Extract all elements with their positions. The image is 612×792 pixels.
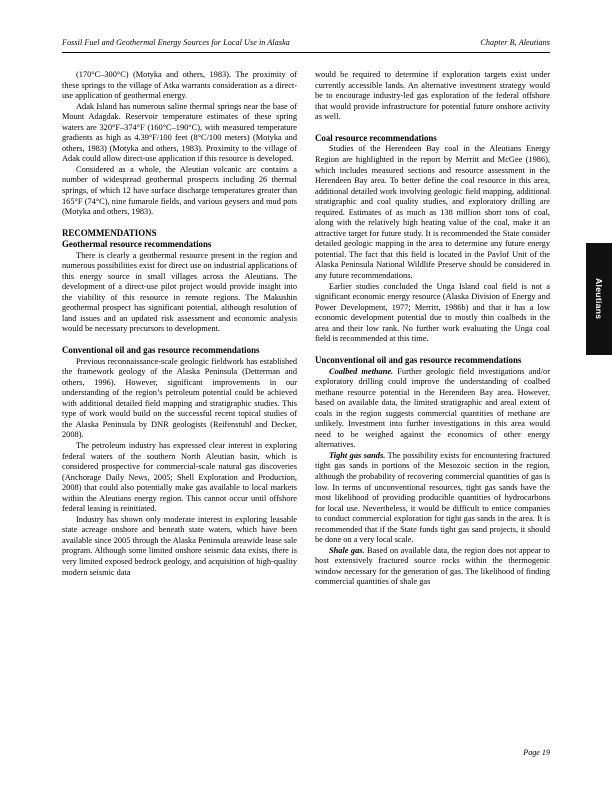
run-in-heading-tight-gas-sands: Tight gas sands. [329, 450, 386, 460]
left-text-column [62, 70, 297, 742]
page-content [62, 70, 550, 742]
heading-coal-recommendations: Coal resource recommendations [315, 133, 437, 144]
header-chapter-title: Chapter B, Aleutians [480, 38, 550, 47]
section-spacer [315, 345, 550, 356]
heading-conventional-oil-gas-recommendations: Conventional oil and gas resource recommendations [62, 345, 260, 356]
running-header [62, 38, 550, 47]
section-spacer [62, 335, 297, 346]
paragraph [315, 367, 550, 451]
paragraph [315, 546, 550, 588]
page-number: Page 19 [523, 748, 550, 757]
run-in-heading-coalbed-methane: Coalbed methane. [329, 366, 394, 376]
heading-unconventional-oil-gas-recommendations: Unconventional oil and gas resource recommendations [315, 355, 522, 366]
header-document-title: Fossil Fuel and Geothermal Energy Sources for Local Use in Alaska [62, 38, 290, 47]
paragraph-text: Based on available data, the region does not appear to host extensively fractured source rocks within the thermogenic window necessary for the generation of gas. The likelihood of finding commercial quantities of shale gas [315, 545, 550, 587]
heading-geothermal-recommendations: Geothermal resource recommendations [62, 239, 212, 250]
paragraph-text: Further geologic field investigations and/or exploratory drilling could improve the understanding of coalbed methane resource potential in the Herendeen Bay area. However, based on available data, the limited stratigraphic and areal extent of coals in the region suggests commercial quantities of methane are unlikely. Investment into further investigations in this area would need to be weighed against the economics of other energy alternatives. [315, 366, 550, 450]
paragraph: Industry has shown only moderate interest in exploring leasable state acreage onshore and beneath state waters, which have been available since 2005 through the Alaska Peninsula areawide lease sale program. Although some limited onshore seismic data exists, there is very limited exposed bedrock geology, and acquisition of high-quality modern seismic data [62, 514, 297, 577]
run-in-heading-shale-gas: Shale gas. [329, 545, 365, 555]
page-footer [62, 748, 550, 757]
chapter-side-tab [586, 243, 612, 355]
paragraph [315, 451, 550, 546]
paragraph: (170°C–300°C) (Motyka and others, 1983). The proximity of these springs to the village of Atka warrants consideration as a direct-use application of geothermal energy. [62, 70, 297, 101]
section-spacer [315, 123, 550, 134]
paragraph: The petroleum industry has expressed clear interest in exploring federal waters of the southern North Aleutian basin, which is considered prospective for commercial-scale natural gas discoveries (Anchorage Daily News, 2005; Shell Exploration and Production, 2008) that could also potentially make gas available to local markets within the Aleutians energy region. This cannot occur until offshore federal leasing is reinitiated. [62, 441, 297, 514]
chapter-side-tab-label: Aleutians [594, 278, 604, 320]
paragraph-text: The possibility exists for encountering fractured tight gas sands in portions of the Mesozoic section in the region, although the probability of recovering commercial quantities of gas is low. In terms of unconventional resources, tight gas sands have the most likelihood of providing producible quantities of hydrocarbons for local use. Nevertheless, it would be difficult to entice companies to conduct commercial exploration for tight gas sands in the area. It is recommended that if the State funds tight gas sand projects, it should be done on a very local scale. [315, 450, 550, 545]
header-divider-rule [62, 52, 550, 53]
paragraph: Previous reconnaissance-scale geologic fieldwork has established the framework geology of the Alaska Peninsula (Detterman and others, 1996). However, significant improvements in our understanding of the region’s petroleum potential could be achieved with additional detailed field mapping and stratigraphic studies. This type of work would build on the successful recent topical studies of the Alaska Peninsula by DNR geologists (Reifenstuhl and Decker, 2008). [62, 356, 297, 440]
paragraph: Earlier studies concluded the Unga Island coal field is not a significant economic energy resource (Alaska Division of Energy and Power Development, 1977; Merritt, 1986b) and that it has a low economic development potential due to mostly thin coalbeds in the area and their low rank. No further work evaluating the Unga coal field is recommended at this time. [315, 281, 550, 344]
section-spacer [62, 218, 297, 229]
right-text-column [315, 70, 550, 742]
paragraph: Studies of the Herendeen Bay coal in the Aleutians Energy Region are highlighted in the report by Merritt and McGee (1986), which includes measured sections and resource assessment in the Herendeen Bay area. To better define the coal resource in this area, additional detailed work involving geologic field mapping, additional stratigraphic and coal quality studies, and exploratory drilling are required. Estimates of as much as 138 million short tons of coal, along with the relatively high heating value of the coal, make it an attractive target for future study. It is recommended the State consider detailed geologic mapping in the area to determine any future energy potential. The fact that this field is located in the Pavlof Unit of the Alaska Peninsula National Wildlife Preserve should be considered in any future recommendations. [315, 144, 550, 280]
paragraph: There is clearly a geothermal resource present in the region and numerous possibilities exist for direct use on industrial applications of this energy source in small villages across the Aleutians. The development of a direct-use pilot project would provide insight into the viability of this resource in remote regions. The Makushin geothermal prospect has significant potential, although resolution of land issues and an updated risk assessment and economic analysis would be necessary precursors to development. [62, 250, 297, 334]
paragraph: would be required to determine if exploration targets exist under currently accessible lands. An alternative investment strategy would be to encourage industry-led gas exploration of the federal offshore that would provide infrastructure for potential future onshore activity as well. [315, 70, 550, 122]
paragraph: Considered as a whole, the Aleutian volcanic arc contains a number of widespread geothermal prospects including 26 thermal springs, of which 12 have surface discharge temperatures greater than 165°F (74°C), nine fumarole fields, and various geysers and mud pots (Motyka and others, 1983). [62, 164, 297, 217]
paragraph: Adak Island has numerous saline thermal springs near the base of Mount Adagdak. Reservoir temperature estimates of these spring waters are 320°F–374°F (160°C–190°C), with measured temperature gradients as high as 4.39°F/100 feet (8°C/100 meters) (Motyka and others, 1983) (Motyka and others, 1983). Proximity to the village of Adak could allow direct-use application if this resource is developed. [62, 101, 297, 164]
heading-recommendations: RECOMMENDATIONS [62, 228, 157, 239]
